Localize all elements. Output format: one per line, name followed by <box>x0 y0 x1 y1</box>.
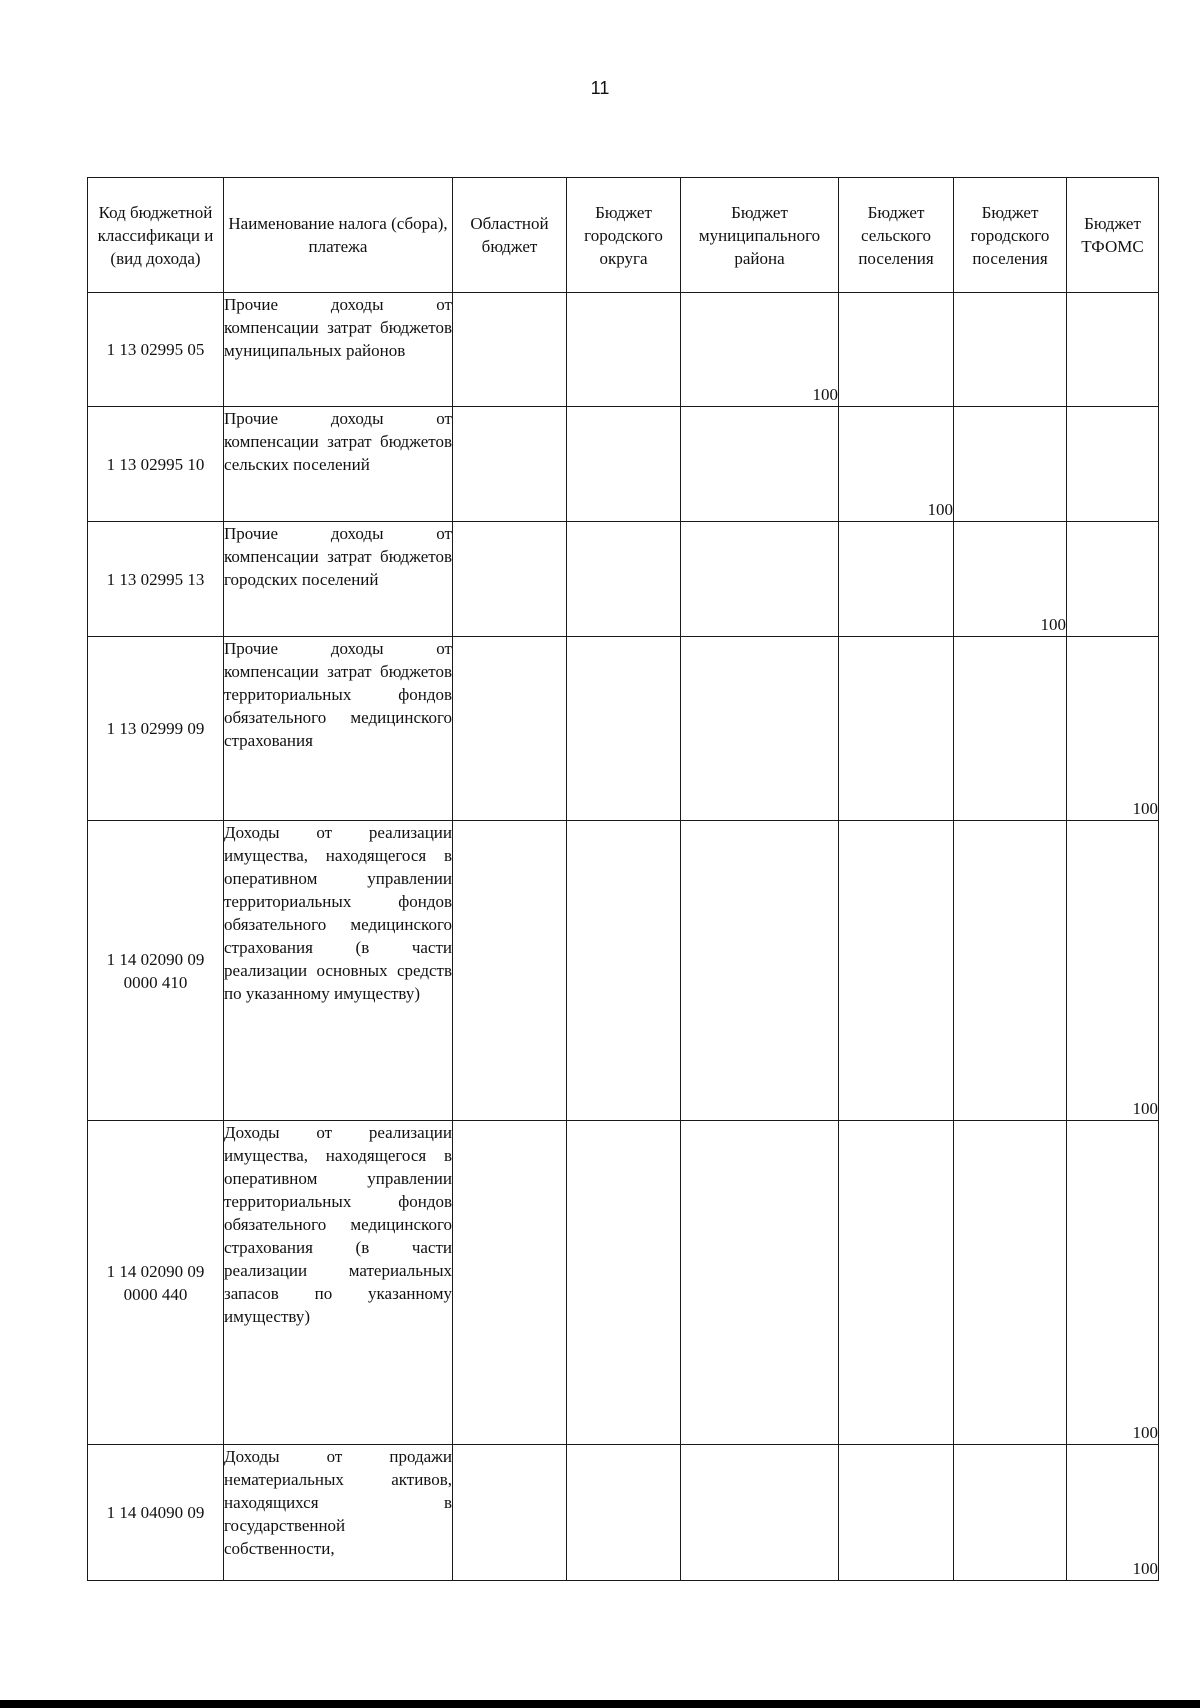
header-rural-settlement: Бюджет сельского поселения <box>839 178 954 293</box>
header-name: Наименование налога (сбора), платежа <box>224 178 453 293</box>
cell-tfoms: 100 <box>1067 1121 1159 1445</box>
cell-municipal-district <box>681 1445 839 1581</box>
row-name: Прочие доходы от компенсации затрат бюджетов городских поселений <box>224 522 453 637</box>
cell-rural-settlement <box>839 637 954 821</box>
row-name: Прочие доходы от компенсации затрат бюджетов территориальных фондов обязательного медицинского страхования <box>224 637 453 821</box>
cell-regional <box>453 407 567 522</box>
header-regional: Областной бюджет <box>453 178 567 293</box>
cell-rural-settlement <box>839 1445 954 1581</box>
row-name: Прочие доходы от компенсации затрат бюджетов муниципальных районов <box>224 293 453 407</box>
cell-urban-settlement: 100 <box>954 522 1067 637</box>
cell-urban-settlement <box>954 1445 1067 1581</box>
row-code: 1 13 02995 13 <box>88 522 224 637</box>
cell-city-district <box>567 821 681 1121</box>
row-code: 1 13 02995 05 <box>88 293 224 407</box>
cell-rural-settlement <box>839 293 954 407</box>
table-row <box>88 1445 1159 1581</box>
row-name: Доходы от реализации имущества, находящегося в оперативном управлении территориальных фондов обязательного медицинского страхования (в части реализации материальных запасов по указанному имуществу) <box>224 1121 453 1445</box>
row-name: Прочие доходы от компенсации затрат бюджетов сельских поселений <box>224 407 453 522</box>
row-code: 1 13 02995 10 <box>88 407 224 522</box>
cell-municipal-district <box>681 637 839 821</box>
row-name: Доходы от продажи нематериальных активов, находящихся в государственной собственности, <box>224 1445 453 1581</box>
cell-tfoms <box>1067 407 1159 522</box>
cell-urban-settlement <box>954 637 1067 821</box>
cell-city-district <box>567 1121 681 1445</box>
cell-municipal-district <box>681 1121 839 1445</box>
cell-municipal-district <box>681 522 839 637</box>
cell-municipal-district: 100 <box>681 293 839 407</box>
table-row <box>88 637 1159 821</box>
table-row <box>88 821 1159 1121</box>
header-municipal-district: Бюджет муниципального района <box>681 178 839 293</box>
cell-regional <box>453 522 567 637</box>
cell-regional <box>453 637 567 821</box>
cell-rural-settlement <box>839 1121 954 1445</box>
cell-regional <box>453 821 567 1121</box>
header-urban-settlement: Бюджет городского поселения <box>954 178 1067 293</box>
cell-city-district <box>567 522 681 637</box>
table-row <box>88 407 1159 522</box>
cell-city-district <box>567 407 681 522</box>
table-row <box>88 522 1159 637</box>
table-header-row <box>88 178 1159 293</box>
header-code: Код бюджетной классификаци и (вид дохода) <box>88 178 224 293</box>
cell-tfoms: 100 <box>1067 637 1159 821</box>
row-code: 1 14 02090 09 0000 410 <box>88 821 224 1121</box>
row-code: 1 13 02999 09 <box>88 637 224 821</box>
cell-regional <box>453 1445 567 1581</box>
page-number: 11 <box>590 78 610 98</box>
cell-city-district <box>567 293 681 407</box>
header-city-district: Бюджет городского округа <box>567 178 681 293</box>
row-code: 1 14 02090 09 0000 440 <box>88 1121 224 1445</box>
cell-municipal-district <box>681 407 839 522</box>
cell-city-district <box>567 1445 681 1581</box>
cell-municipal-district <box>681 821 839 1121</box>
cell-city-district <box>567 637 681 821</box>
table-row <box>88 293 1159 407</box>
cell-regional <box>453 1121 567 1445</box>
cell-tfoms: 100 <box>1067 1445 1159 1581</box>
header-tfoms: Бюджет ТФОМС <box>1067 178 1159 293</box>
table-row <box>88 1121 1159 1445</box>
cell-regional <box>453 293 567 407</box>
cell-tfoms <box>1067 293 1159 407</box>
cell-urban-settlement <box>954 821 1067 1121</box>
row-code: 1 14 04090 09 <box>88 1445 224 1581</box>
cell-urban-settlement <box>954 1121 1067 1445</box>
scan-bottom-edge <box>0 1700 1200 1708</box>
cell-rural-settlement <box>839 821 954 1121</box>
cell-urban-settlement <box>954 293 1067 407</box>
cell-tfoms: 100 <box>1067 821 1159 1121</box>
cell-rural-settlement <box>839 522 954 637</box>
cell-tfoms <box>1067 522 1159 637</box>
row-name: Доходы от реализации имущества, находящегося в оперативном управлении территориальных фондов обязательного медицинского страхования (в части реализации основных средств по указанному имуществу) <box>224 821 453 1121</box>
cell-rural-settlement: 100 <box>839 407 954 522</box>
cell-urban-settlement <box>954 407 1067 522</box>
revenue-distribution-table <box>87 177 1159 1581</box>
